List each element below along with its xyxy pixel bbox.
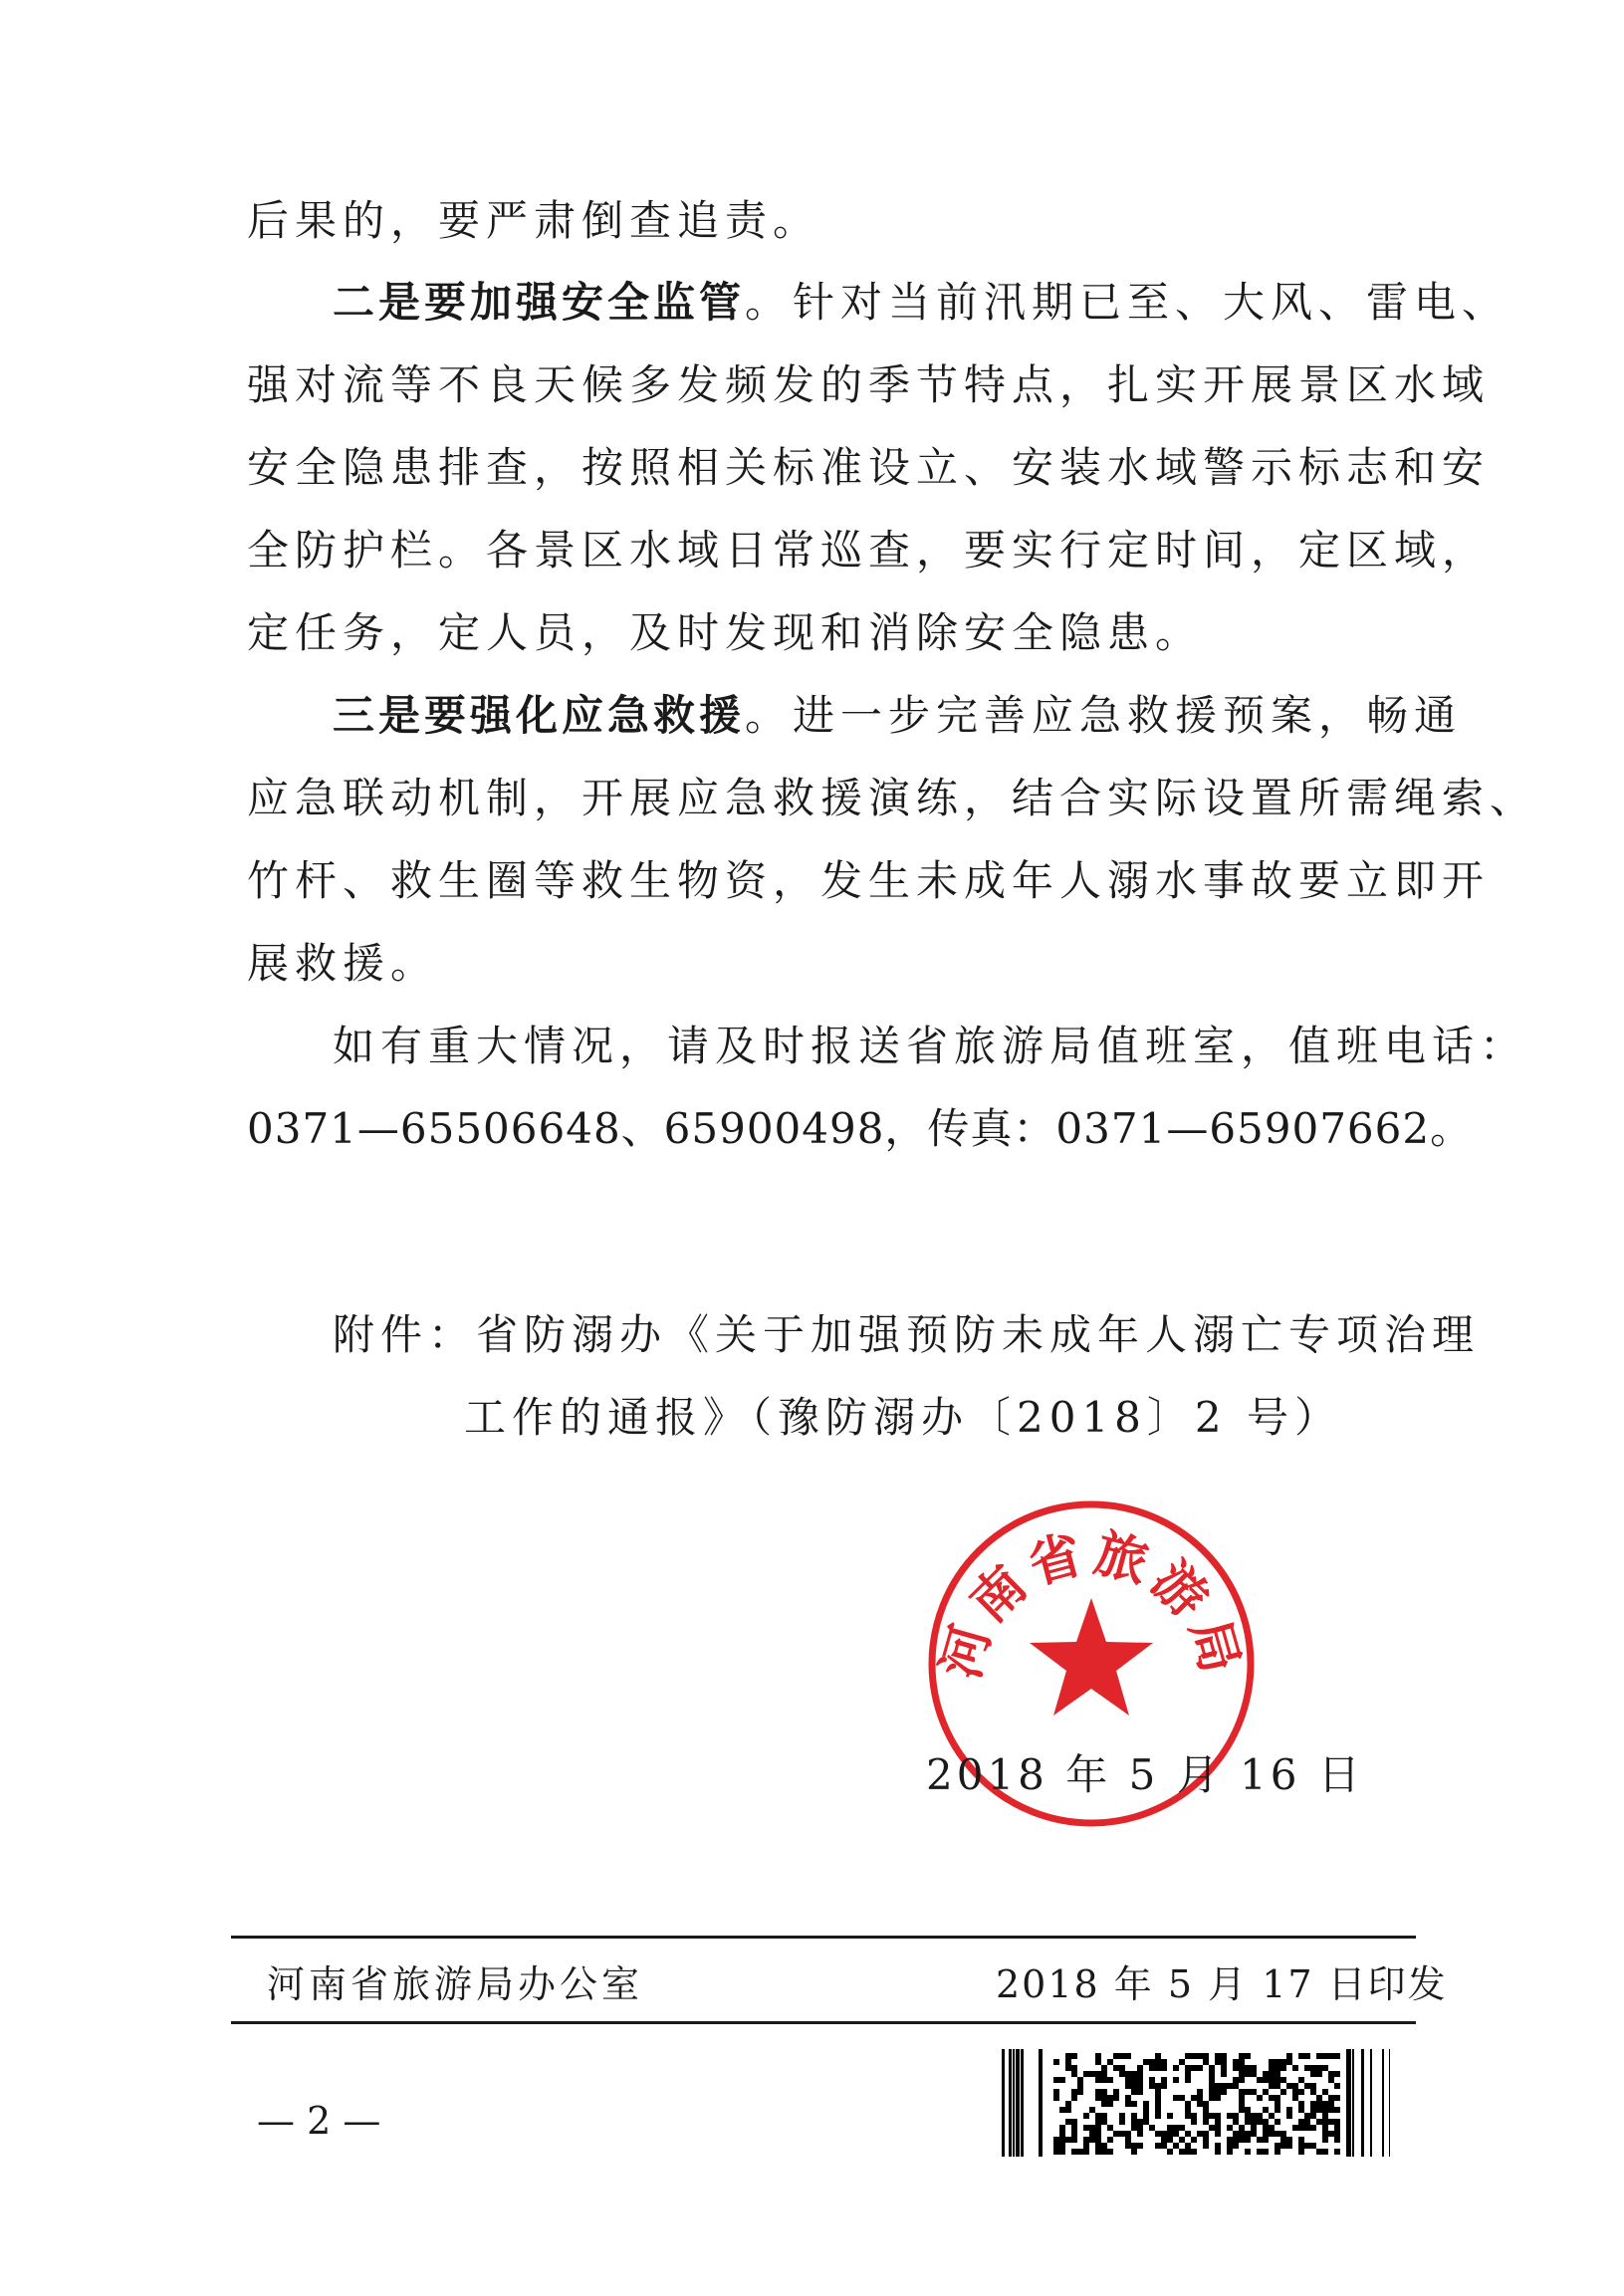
paragraph-2-line-3: 安全隐患排查，按照相关标准设立、安装水域警示标志和安 — [247, 443, 1491, 492]
paragraph-2-line-1-text: 。针对当前汛期已至、大风、雷电、 — [745, 278, 1510, 327]
seal-star-icon — [1030, 1598, 1153, 1716]
barcode-icon — [1002, 2049, 1390, 2157]
footer-bottom-rule — [231, 2021, 1416, 2024]
footer-top-rule — [231, 1936, 1416, 1939]
paragraph-2-line-5: 定任务，定人员，及时发现和消除安全隐患。 — [247, 608, 1204, 657]
signature-date: 2018 年 5 月 16 日 — [926, 1750, 1364, 1799]
body-line-1: 后果的，要严肃倒查追责。 — [247, 196, 821, 245]
paragraph-3-heading: 三是要强化应急救援 — [333, 691, 746, 740]
paragraph-3-line-4: 展救援。 — [247, 939, 439, 988]
paragraph-3-line-1 — [333, 686, 1463, 746]
paragraph-4-line-1: 如有重大情况，请及时报送省旅游局值班室，值班电话： — [333, 1022, 1528, 1070]
paragraph-3-line-2: 应急联动机制，开展应急救援演练，结合实际设置所需绳索、 — [247, 774, 1538, 822]
paragraph-2-line-2: 强对流等不良天候多发频发的季节特点，扎实开展景区水域 — [247, 360, 1491, 409]
paragraph-2-line-1 — [333, 273, 1510, 333]
footer-issue-date: 2018 年 5 月 17 日印发 — [996, 1962, 1448, 2006]
paragraph-4-line-2: 0371—65506648、65900498，传真：0371—65907662。 — [247, 1104, 1474, 1153]
paragraph-2-heading: 二是要加强安全监管 — [333, 278, 746, 327]
paragraph-3-line-1-text: 。进一步完善应急救援预案，畅通 — [745, 691, 1463, 740]
paragraph-2-line-4: 全防护栏。各景区水域日常巡查，要实行定时间，定区域， — [247, 526, 1491, 574]
attachment-line-1: 附件：省防溺办《关于加强预防未成年人溺亡专项治理 — [333, 1310, 1481, 1359]
footer-issuer: 河南省旅游局办公室 — [267, 1962, 644, 2006]
attachment-line-2: 工作的通报》（豫防溺办〔2018〕2 号） — [464, 1393, 1342, 1442]
paragraph-3-line-3: 竹杆、救生圈等救生物资，发生未成年人溺水事故要立即开 — [247, 856, 1491, 905]
page-number: — 2 — — [257, 2099, 381, 2143]
seal-text: 河南省旅游局 — [931, 1523, 1252, 1686]
